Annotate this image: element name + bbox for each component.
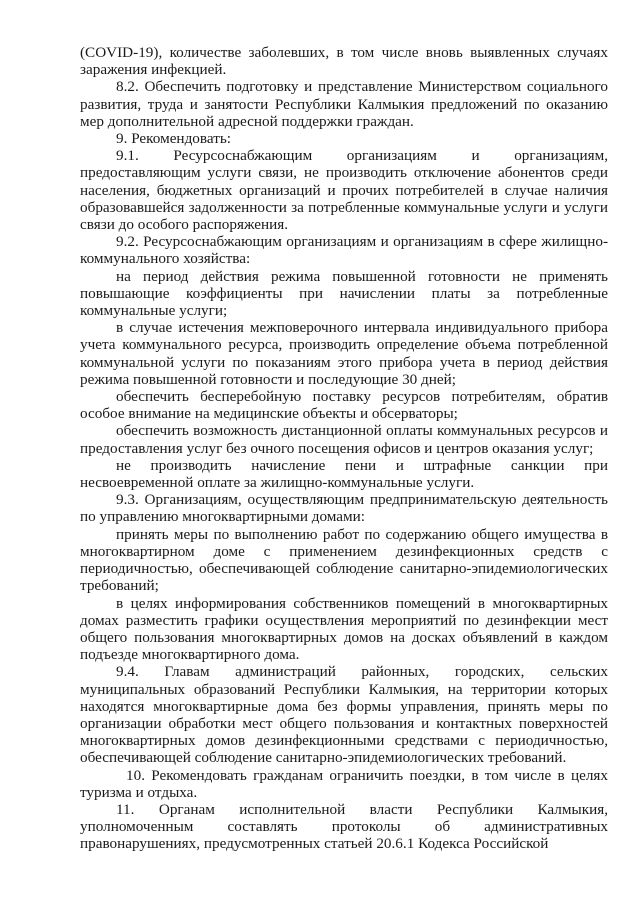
paragraph-9-2-item-supply: обеспечить бесперебойную поставку ресурсов потребителям, обратив особое внимание на медицинские объекты и обсерваторы; (80, 388, 608, 423)
paragraph-9-2-item-penalties: не производить начисление пени и штрафные санкции при несвоевременной оплате за жилищно-коммунальные услуги. (80, 456, 608, 492)
paragraph-9-1: 9.1. Ресурсоснабжающим организациям и организациям, предоставляющим услуги связи, не производить отключение абонентов среди населения, бюджетных организаций и прочих потребителей в случае наличия образовавшейся задолженности за потребленные коммунальные услуги и услуги связи до особого распоряжения. (80, 147, 608, 234)
document-body (80, 44, 608, 853)
paragraph-9-2-item-remote-payment: обеспечить возможность дистанционной оплаты коммунальных ресурсов и предоставления услуг без очного посещения офисов и центров оказания услуг; (80, 422, 608, 457)
paragraph-9-heading: 9. Рекомендовать: (116, 130, 231, 148)
paragraph-covid-continuation: (COVID-19), количестве заболевших, в том числе вновь выявленных случаях заражения инфекцией. (80, 44, 608, 79)
paragraph-9-2-item-metering: в случае истечения межповерочного интервала индивидуального прибора учета коммунального ресурса, производить определение объема потребленной коммунальной услуги по показаниям этого прибора учета в период действия режима повышенной готовности и последующие 30 дней; (80, 319, 608, 388)
paragraph-9-2-item-coefficients: на период действия режима повышенной готовности не применять повышающие коэффициенты при начислении платы за потребленные коммунальные услуги; (80, 267, 608, 320)
paragraph-11: 11. Органам исполнительной власти Республики Калмыкия, уполномоченным составлять протоколы об административных правонарушениях, предусмотренных статьей 20.6.1 Кодекса Российской (80, 800, 608, 853)
paragraph-10: 10. Рекомендовать гражданам ограничить поездки, в том числе в целях туризма и отдыха. (80, 766, 608, 801)
paragraph-9-2: 9.2. Ресурсоснабжающим организациям и организациям в сфере жилищно-коммунального хозяйства: (80, 233, 608, 268)
paragraph-9-3-item-disinfection: принять меры по выполнению работ по содержанию общего имущества в многоквартирном доме с применением дезинфекционных средств с периодичностью, обеспечивающей соблюдение санитарно-эпидемиологических требований; (80, 525, 608, 595)
paragraph-9-3: 9.3. Организациям, осуществляющим предпринимательскую деятельность по управлению многоквартирными домами: (80, 491, 608, 526)
paragraph-9-3-item-schedules: в целях информирования собственников помещений в многоквартирных домах разместить графики осуществления мероприятий по дезинфекции мест общего пользования многоквартирных домов на досках объявлений в каждом подъезде многоквартирного дома. (80, 594, 608, 664)
paragraph-8-2: 8.2. Обеспечить подготовку и представление Министерством социального развития, труда и занятости Республики Калмыкия предложений по оказанию мер дополнительной адресной поддержки граждан. (80, 78, 608, 130)
paragraph-9-4: 9.4. Главам администраций районных, городских, сельских муниципальных образований Республики Калмыкия, на территории которых находятся многоквартирные дома без формы управления, принять меры по организации обработки мест общего пользования и контактных поверхностей многоквартирных домов дезинфекционными средствами с периодичностью, обеспечивающей соблюдение санитарно-эпидемиологических требований. (80, 663, 608, 767)
